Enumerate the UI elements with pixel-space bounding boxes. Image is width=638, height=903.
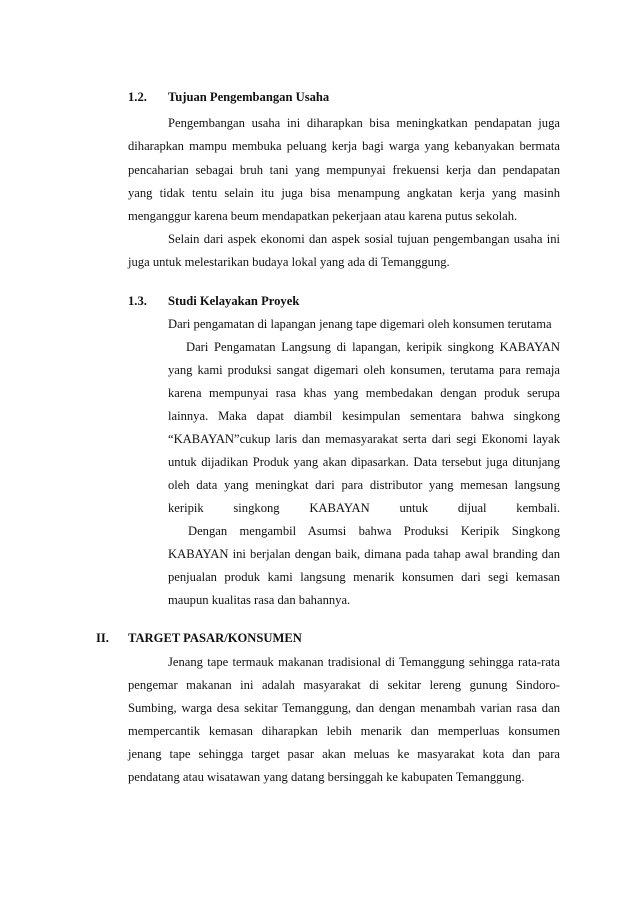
paragraph-line: menganggur karena beum mendapatkan pekerjaan atau karena putus sekolah. bbox=[128, 209, 518, 223]
section-title: TARGET PASAR/KONSUMEN bbox=[128, 631, 302, 645]
paragraph-line: karena mempunyai rasa khas yang membedakan dengan produk serupa bbox=[168, 386, 560, 400]
paragraph-line: Selain dari aspek ekonomi dan aspek sosial tujuan pengembangan usaha ini bbox=[168, 232, 560, 246]
paragraph-line: Dari pengamatan di lapangan jenang tape digemari oleh konsumen terutama bbox=[168, 317, 552, 331]
paragraph-line: maupun kualitas rasa dan bahannya. bbox=[168, 593, 351, 607]
section-number: II. bbox=[96, 631, 109, 645]
paragraph-line: yang tidak tentu selain itu juga bisa menampung angkatan kerja yang masinh bbox=[128, 186, 560, 200]
paragraph-line: mempercantik kemasan diharapkan lebih menarik dan memperluas konsumen bbox=[128, 724, 560, 738]
paragraph-line: Dengan mengambil Asumsi bahwa Produksi Keripik Singkong bbox=[188, 524, 560, 538]
paragraph-line: pengemar makanan ini adalah masyarakat di sekitar lereng gunung Sindoro- bbox=[128, 678, 560, 692]
paragraph-line: keripik singkong KABAYAN untuk dijual kembali. bbox=[168, 501, 560, 515]
paragraph-line: pendatang atau wisatawan yang datang bersinggah ke kabupaten Temanggung. bbox=[128, 770, 525, 784]
paragraph-line: Jenang tape termauk makanan tradisional di Temanggung sehingga rata-rata bbox=[168, 655, 560, 669]
section-number: 1.3. bbox=[128, 294, 147, 308]
paragraph-line: lainnya. Maka dapat diambil kesimpulan sementara bahwa singkong bbox=[168, 409, 560, 423]
paragraph-line: Sumbing, warga desa sekitar Temanggung, dan dengan menambah varian rasa dan bbox=[128, 701, 560, 715]
paragraph-line: KABAYAN ini berjalan dengan baik, dimana pada tahap awal branding dan bbox=[168, 547, 560, 561]
section-title: Tujuan Pengembangan Usaha bbox=[168, 90, 330, 104]
paragraph-line: pencaharian sebagai bruh tani yang mempunyai frekuensi kerja dan pendapatan bbox=[128, 163, 560, 177]
section-title: Studi Kelayakan Proyek bbox=[168, 294, 300, 308]
paragraph-line: Pengembangan usaha ini diharapkan bisa meningkatkan pendapatan juga bbox=[168, 116, 560, 130]
paragraph-line: jenang tape sehingga target pasar akan meluas ke masyarakat kota dan para bbox=[128, 747, 560, 761]
section-number: 1.2. bbox=[128, 90, 147, 104]
paragraph-line: diharapkan mampu membuka peluang kerja bagi warga yang kebanyakan bermata bbox=[128, 139, 560, 153]
paragraph-line: penjualan produk kami langsung menarik konsumen dari segi kemasan bbox=[168, 570, 560, 584]
paragraph-line: oleh data yang meningkat dari para distributor yang memesan langsung bbox=[168, 478, 560, 492]
paragraph-line: yang kami produksi sangat digemari oleh konsumen, terutama para remaja bbox=[168, 363, 560, 377]
paragraph-line: “KABAYAN”cukup laris dan memasyarakat serta dari segi Ekonomi layak bbox=[168, 432, 560, 446]
paragraph-line: juga untuk melestarikan budaya lokal yang ada di Temanggung. bbox=[128, 255, 450, 269]
paragraph-line: untuk dijadikan Produk yang akan dipasarkan. Data tersebut juga ditunjang bbox=[168, 455, 560, 469]
paragraph-line: Dari Pengamatan Langsung di lapangan, keripik singkong KABAYAN bbox=[186, 340, 560, 354]
